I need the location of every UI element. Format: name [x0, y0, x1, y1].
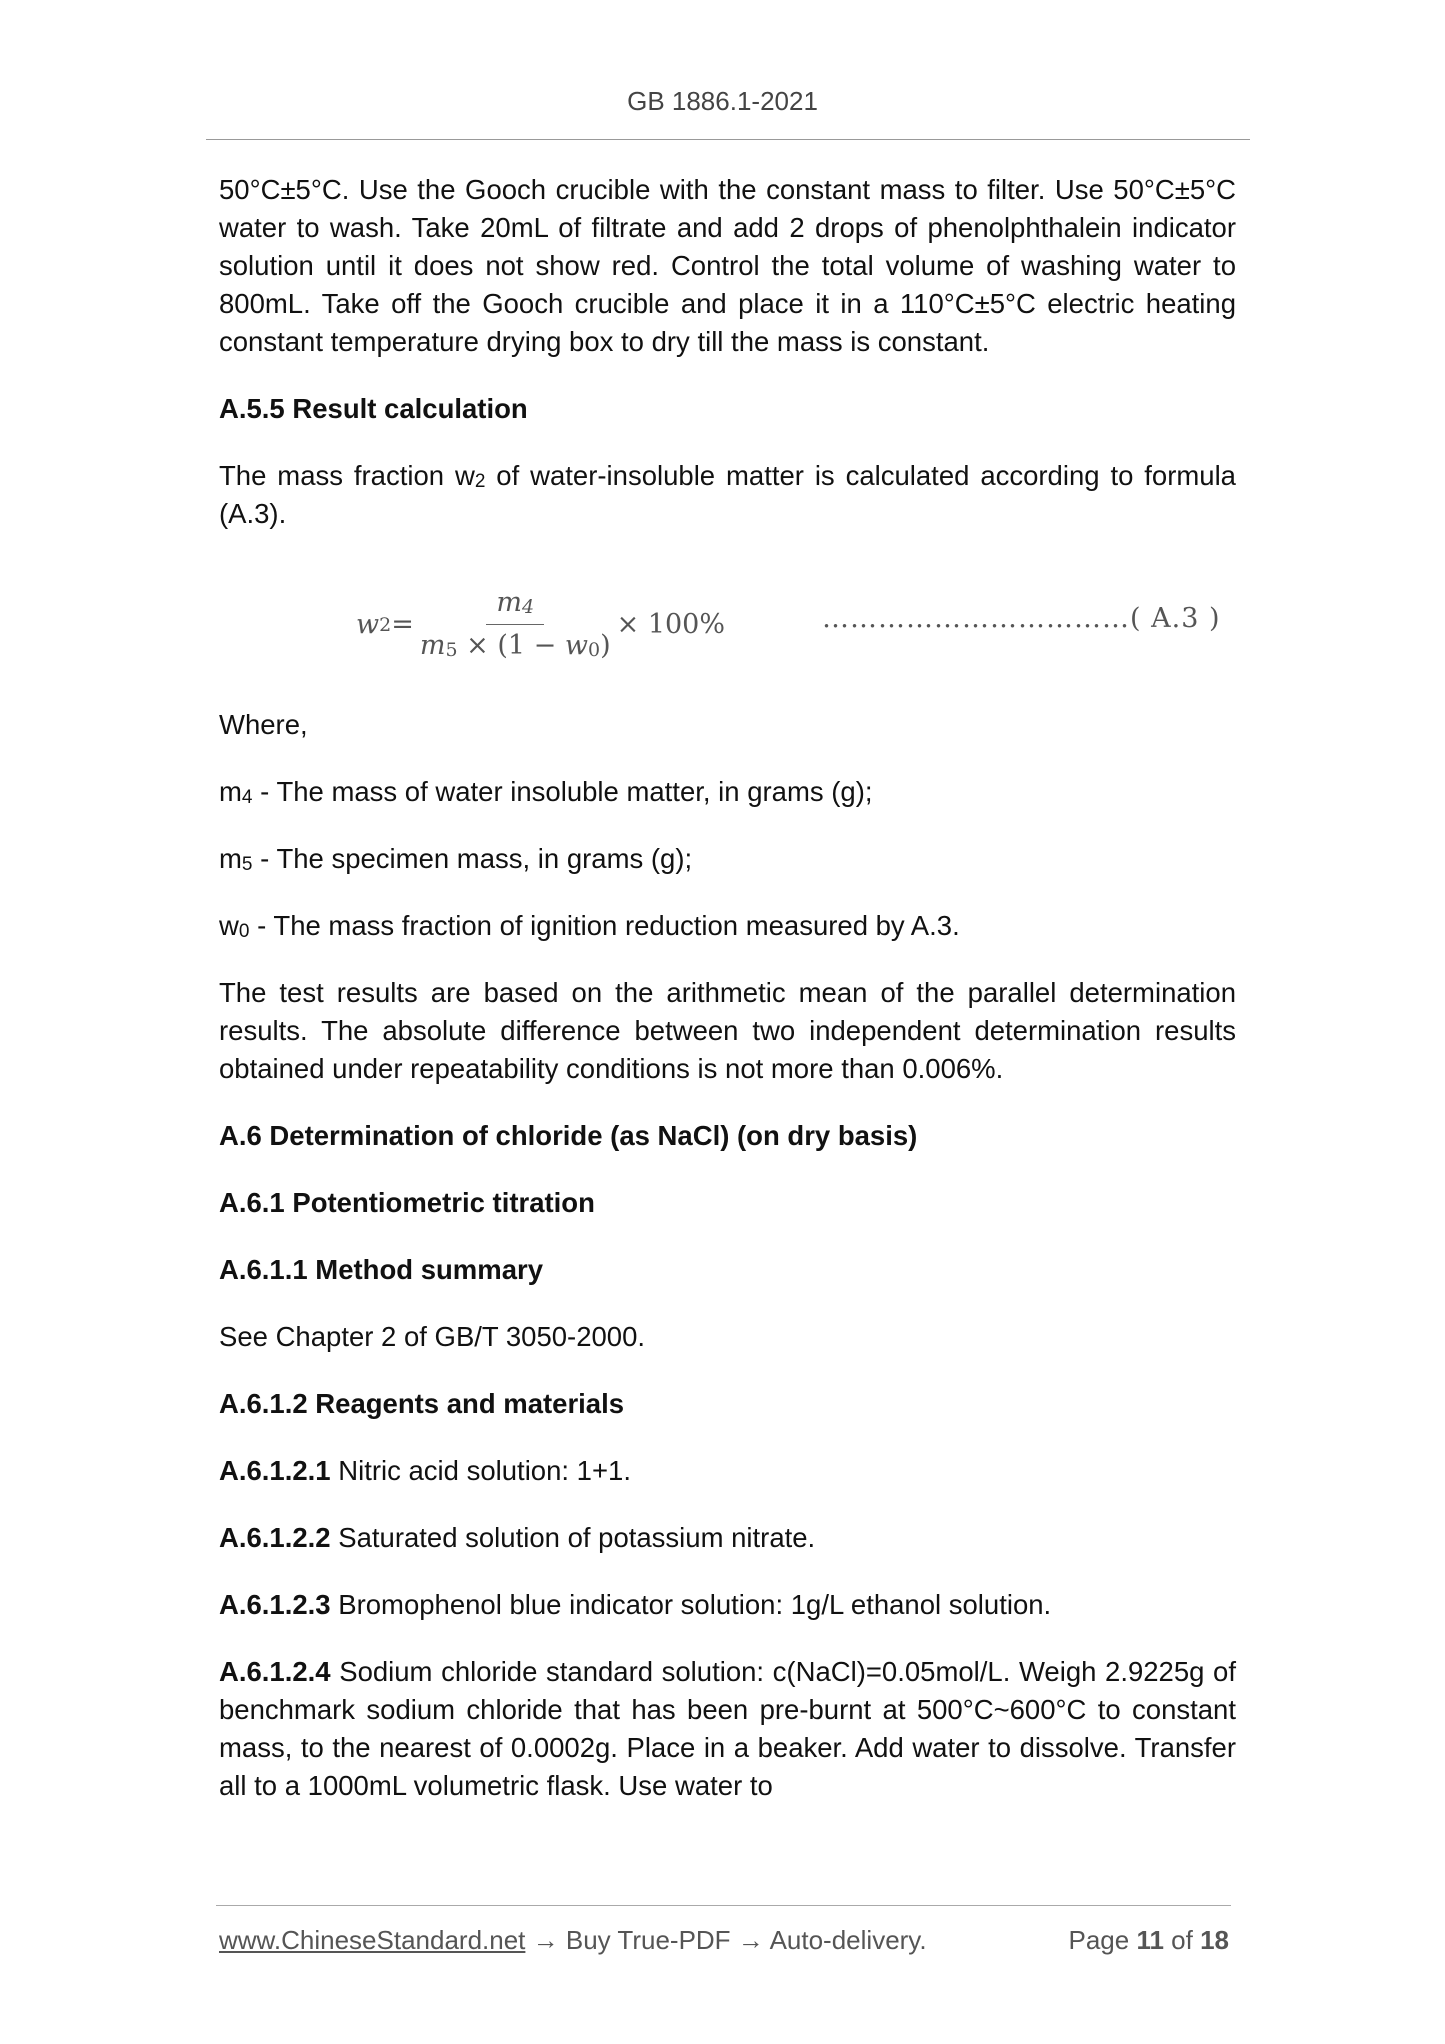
equals: = [391, 608, 414, 640]
section-heading: A.6.1.1 Method summary [219, 1254, 543, 1285]
text: of water-insoluble matter is calculated according to formula (A.3). [219, 460, 1236, 529]
variable-definition: $m_4$ - The mass of water insoluble matter, in grams (g); [219, 776, 873, 808]
reagent-item: A.6.1.2.4 Sodium chloride standard solution: c(NaCl)=0.05mol/L. Weigh 2.9225g of benchmark sodium chloride that has been pre-burnt at 500°C~600°C to constant mass, to the nearest of 0.0002g. Place in a beaker. Add water to dissolve. Transfer all to a 1000mL volumetric flask. Use water to [219, 1656, 1236, 1801]
section-heading: A.5.5 Result calculation [219, 393, 528, 424]
paragraph: Where, [219, 709, 308, 740]
section-heading: A.6 Determination of chloride (as NaCl) (on dry basis) [219, 1120, 918, 1151]
footer [219, 1925, 1229, 1956]
formula-a3: w 2 = $\frac{m_4}{m_5 \times (1 - w_0)}$ × 100% ……………………………( A.3 ) [219, 562, 1236, 677]
paragraph [219, 457, 1236, 533]
variable-definition: $m_5$ - The specimen mass, in grams (g); [219, 843, 693, 875]
variable-definition: $w_0$ - The mass fraction of ignition reduction measured by A.3. [219, 910, 960, 942]
fraction [420, 584, 611, 665]
formula-number: ……………………………( A.3 ) [822, 603, 1221, 634]
paragraph: 50°C±5°C. Use the Gooch crucible with the constant mass to filter. Use 50°C±5°C water to wash. Take 20mL of filtrate and add 2 drops of phenolphthalein indicator solution until it does not show red. Control the total volume of washing water to 800mL. Take off the Gooch crucible and place it in a 110°C±5°C electric heating constant temperature drying box to dry till the mass is constant. [219, 174, 1236, 357]
paragraph: See Chapter 2 of GB/T 3050-2000. [219, 1321, 646, 1352]
footer-text: → Buy True-PDF → Auto-delivery. [525, 1925, 927, 1955]
numerator: $m_4$ [486, 584, 544, 625]
section-heading: A.6.1 Potentiometric titration [219, 1187, 595, 1218]
text: The mass fraction w [219, 460, 475, 491]
denominator: $m_5 \times (1 - w_0)$ [419, 630, 611, 661]
subscript: 2 [474, 471, 486, 492]
document-header: GB 1886.1-2021 [627, 86, 818, 116]
multiplier: × 100% [616, 608, 726, 640]
document-body [219, 171, 1236, 1834]
reagent-item: A.6.1.2.1 Nitric acid solution: 1+1. [219, 1455, 631, 1486]
paragraph: The test results are based on the arithmetic mean of the parallel determination results. The absolute difference between two independent determination results obtained under repeatability conditions is not more than 0.006%. [219, 977, 1236, 1084]
page-indicator: Page 11 of 18 [1068, 1925, 1229, 1955]
website-link[interactable]: www.ChineseStandard.net [219, 1925, 526, 1955]
reagent-item: A.6.1.2.3 Bromophenol blue indicator solution: 1g/L ethanol solution. [219, 1589, 1052, 1620]
header-divider [206, 139, 1250, 140]
footer-divider [216, 1905, 1231, 1906]
section-heading: A.6.1.2 Reagents and materials [219, 1388, 625, 1419]
formula-lhs: w [356, 608, 380, 640]
reagent-item: A.6.1.2.2 Saturated solution of potassium nitrate. [219, 1522, 816, 1553]
